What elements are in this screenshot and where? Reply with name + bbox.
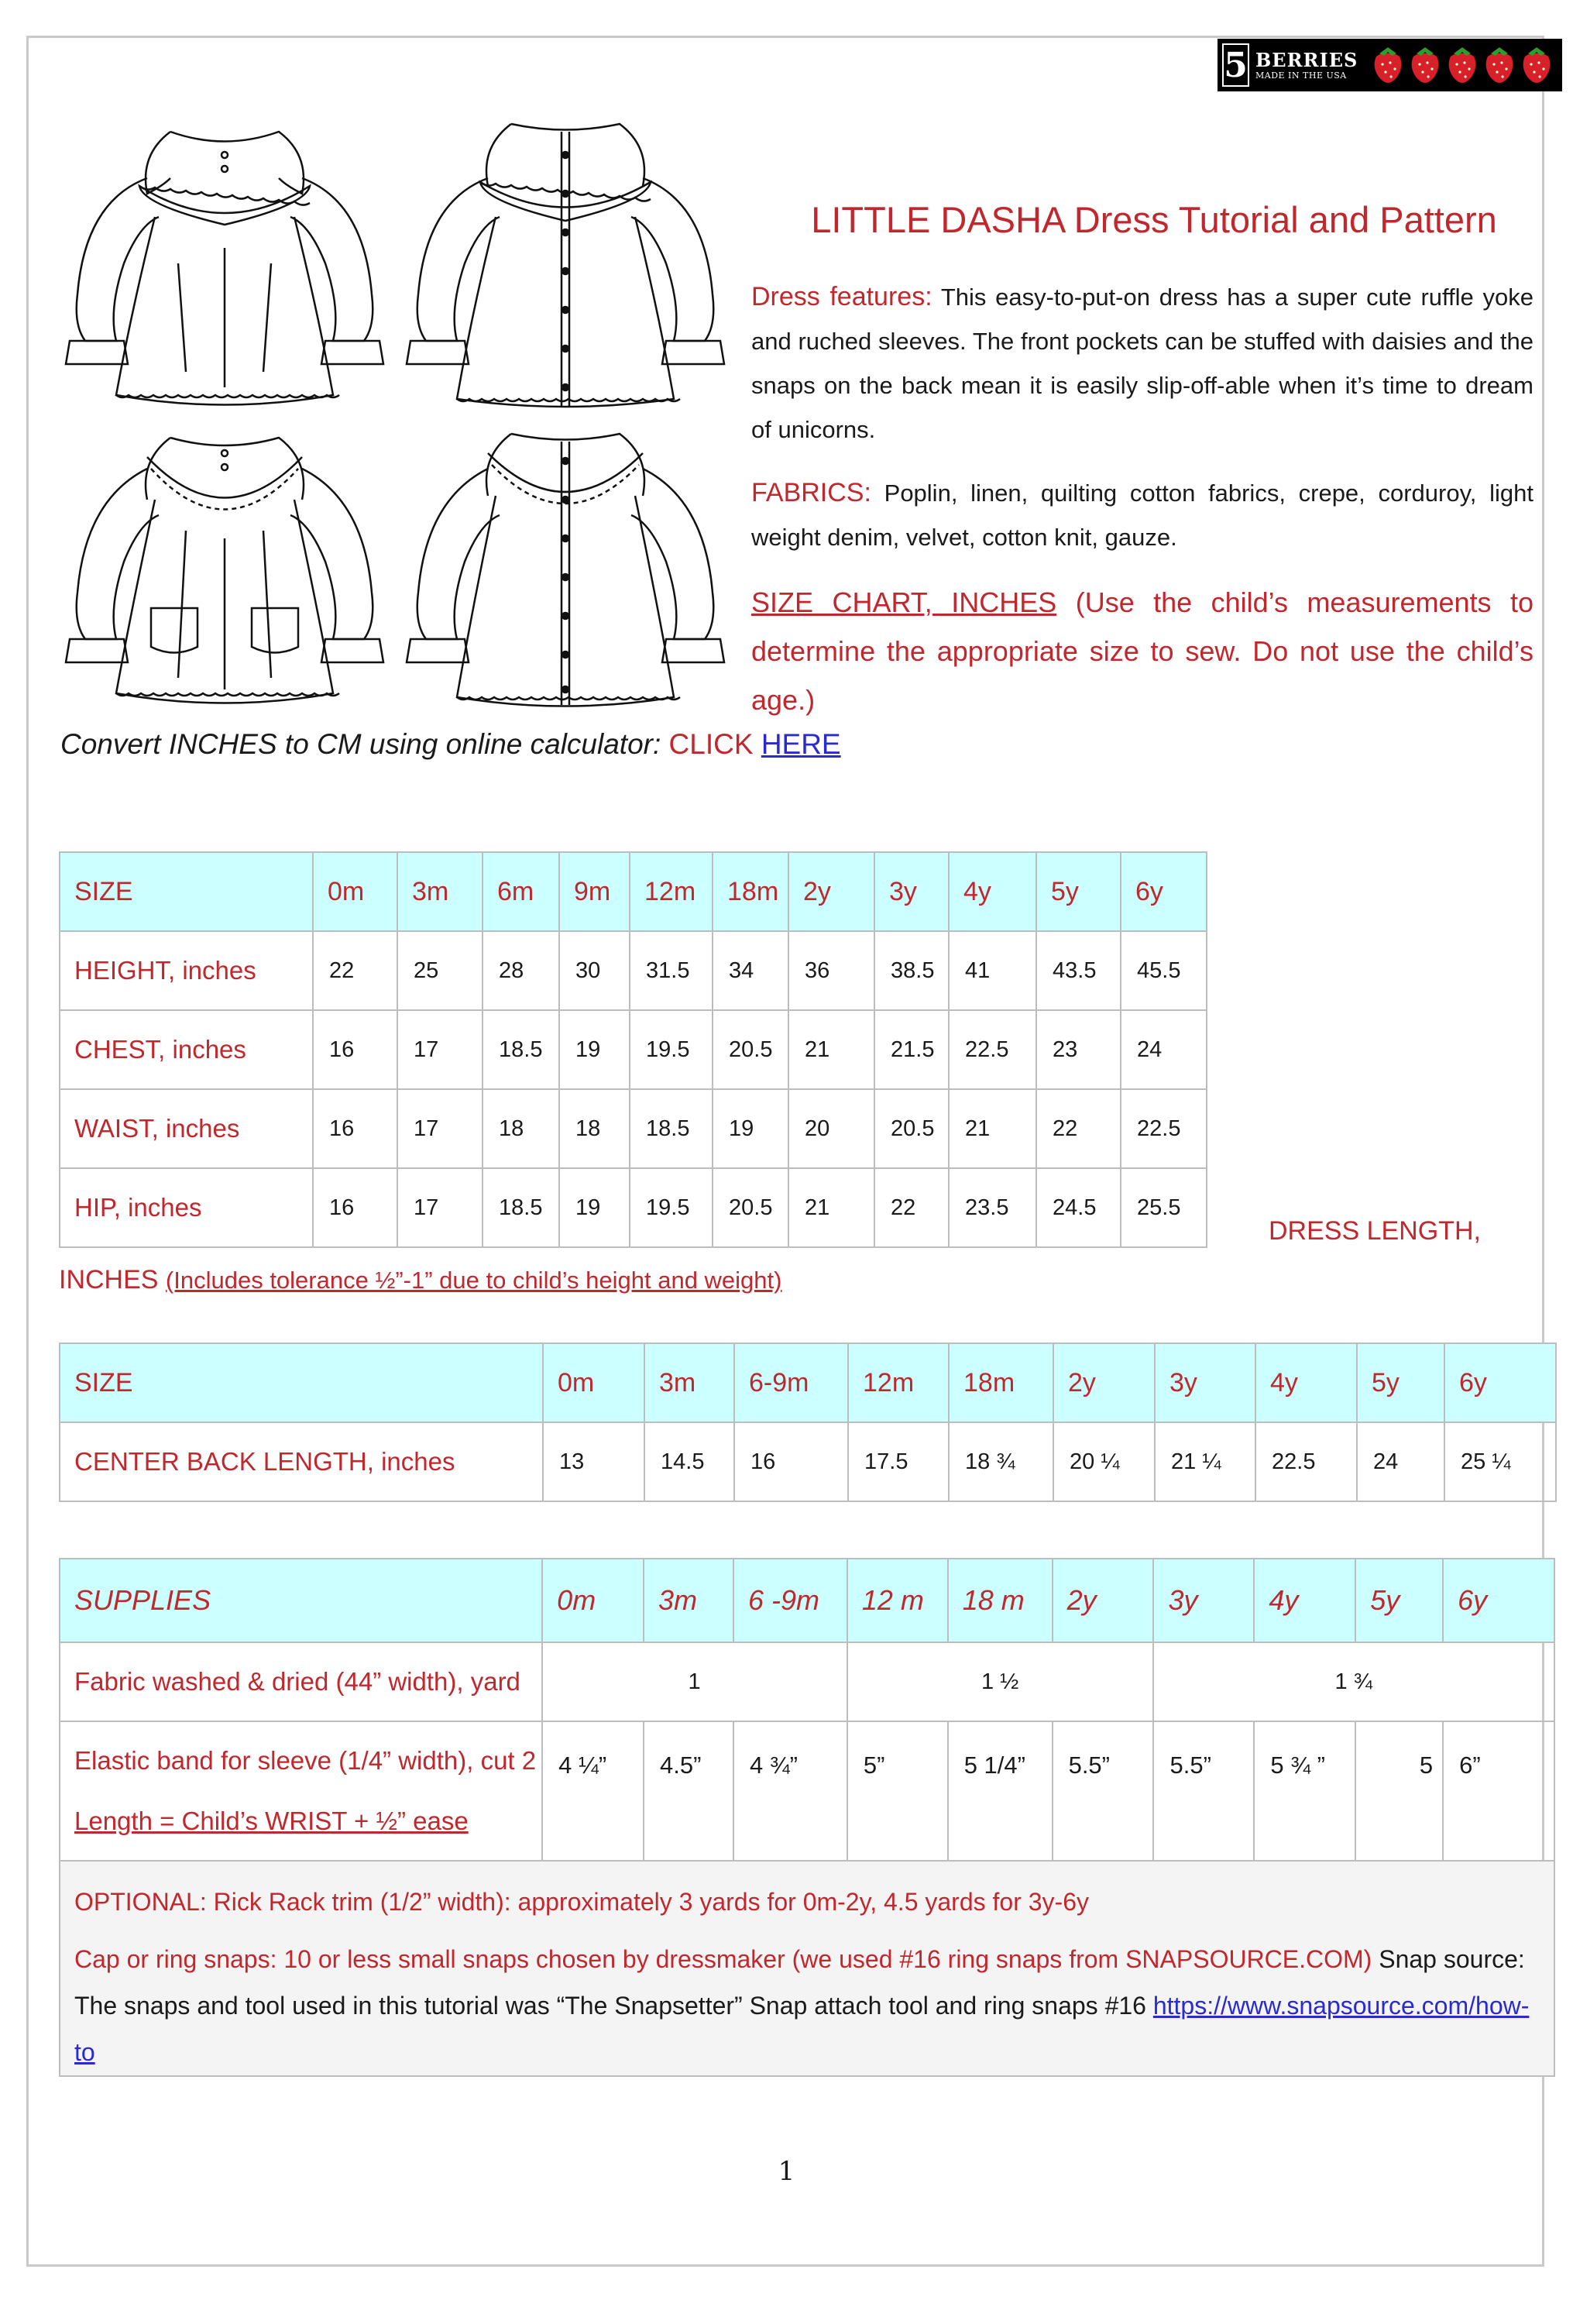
header-cell: 3m — [397, 852, 483, 931]
table-cell: 5.5” — [1153, 1721, 1254, 1861]
dress-length-inches: INCHES — [59, 1265, 166, 1294]
size-chart-table — [59, 851, 1207, 1248]
table-cell: 20 ¼ — [1053, 1422, 1155, 1501]
table-cell: 13 — [543, 1422, 644, 1501]
table-cell: 17 — [397, 1010, 483, 1089]
header-cell: 6 -9m — [733, 1559, 847, 1642]
header-cell: 5y — [1355, 1559, 1443, 1642]
logo-number: 5 — [1222, 43, 1249, 87]
logo-text — [1255, 50, 1358, 81]
optional-note: OPTIONAL: Rick Rack trim (1/2” width): approximately 3 yards for 0m-2y, 4.5 yards for 3y-6y — [74, 1888, 1089, 1916]
table-cell: 1 ½ — [847, 1642, 1154, 1721]
table-cell: 22.5 — [949, 1010, 1036, 1089]
table-cell: 21.5 — [874, 1010, 949, 1089]
dress-features-label: Dress features: — [751, 282, 932, 311]
table-cell: 20.5 — [713, 1010, 788, 1089]
table-cell: 41 — [949, 931, 1036, 1010]
page-title: LITTLE DASHA Dress Tutorial and Pattern — [811, 199, 1497, 240]
strawberry-icon — [1483, 46, 1516, 84]
strawberry-icon — [1446, 46, 1479, 84]
row-label: HEIGHT, inches — [60, 931, 313, 1010]
header-cell: 2y — [1053, 1343, 1155, 1422]
snapsource-link[interactable]: https://www.snapsource.com/how-to — [74, 1992, 1530, 2066]
table-row — [60, 931, 1207, 1010]
table-cell: 24.5 — [1036, 1168, 1121, 1247]
table-cell: 17 — [397, 1089, 483, 1168]
header-cell: 3m — [644, 1559, 733, 1642]
dress-front-ruffle-illustration — [54, 108, 395, 418]
dress-features-paragraph — [751, 275, 1534, 452]
row-label: Fabric washed & dried (44” width), yard — [60, 1642, 542, 1721]
row-label: CENTER BACK LENGTH, inches — [60, 1422, 543, 1501]
table-row — [60, 1861, 1554, 2076]
table-cell: 20 — [788, 1089, 874, 1168]
table-cell: 31.5 — [630, 931, 713, 1010]
dress-length-table — [59, 1342, 1557, 1502]
table-cell: 22 — [874, 1168, 949, 1247]
header-cell: 4y — [1255, 1343, 1357, 1422]
table-cell: 21 — [949, 1089, 1036, 1168]
table-cell: 18 — [483, 1089, 559, 1168]
table-cell: 23 — [1036, 1010, 1121, 1089]
table-cell: 4 ¼” — [542, 1721, 644, 1861]
table-row — [60, 1089, 1207, 1168]
table-cell: 16 — [313, 1089, 397, 1168]
strawberry-icon — [1372, 46, 1404, 84]
table-cell: 16 — [313, 1168, 397, 1247]
table-row — [60, 1422, 1556, 1501]
header-cell: 3y — [874, 852, 949, 931]
table-row — [60, 1010, 1207, 1089]
strawberry-icon — [1409, 46, 1441, 84]
size-chart-note — [751, 578, 1534, 724]
elastic-sublabel: Length = Child’s WRIST + ½” ease — [74, 1807, 469, 1835]
table-cell: 19.5 — [630, 1010, 713, 1089]
table-cell: 18.5 — [630, 1089, 713, 1168]
table-cell: 18.5 — [483, 1010, 559, 1089]
snaps-note — [74, 1936, 1540, 2075]
header-cell: 5y — [1357, 1343, 1444, 1422]
table-cell: 25 — [397, 931, 483, 1010]
header-cell: 6y — [1443, 1559, 1554, 1642]
header-cell: SUPPLIES — [60, 1559, 542, 1642]
header-cell: 6m — [483, 852, 559, 931]
table-cell: 4.5” — [644, 1721, 733, 1861]
table-cell: 43.5 — [1036, 931, 1121, 1010]
dress-back-pockets-illustration — [395, 422, 736, 720]
dress-length-note: (Includes tolerance ½”-1” due to child’s height and weight) — [165, 1267, 782, 1294]
table-cell: 1 — [542, 1642, 847, 1721]
logo-tagline: MADE IN THE USA — [1255, 70, 1347, 81]
table-cell: 20.5 — [713, 1168, 788, 1247]
table-cell: 4 ¾” — [733, 1721, 847, 1861]
table-cell: 5” — [847, 1721, 948, 1861]
row-label: HIP, inches — [60, 1168, 313, 1247]
table-cell: 24 — [1357, 1422, 1444, 1501]
table-cell: 28 — [483, 931, 559, 1010]
supplies-table — [59, 1558, 1555, 2077]
table-cell: 23.5 — [949, 1168, 1036, 1247]
table-cell: 45.5 — [1121, 931, 1207, 1010]
header-cell: 6y — [1444, 1343, 1556, 1422]
table-cell: 21 — [788, 1010, 874, 1089]
fabrics-label: FABRICS: — [751, 478, 871, 507]
table-cell: 25.5 — [1121, 1168, 1207, 1247]
header-cell: 0m — [543, 1343, 644, 1422]
size-chart-label: SIZE CHART, INCHES — [751, 586, 1057, 618]
header-cell: 4y — [949, 852, 1036, 931]
dress-back-ruffle-illustration — [395, 108, 736, 418]
table-cell: 34 — [713, 931, 788, 1010]
table-cell: 21 — [788, 1168, 874, 1247]
table-row — [60, 1168, 1207, 1247]
row-label — [60, 1721, 542, 1861]
header-cell: SIZE — [60, 1343, 543, 1422]
table-cell: 16 — [734, 1422, 848, 1501]
table-cell: 5.5” — [1053, 1721, 1154, 1861]
size-chart-header — [60, 852, 1207, 931]
dress-features-text: This easy-to-put-on dress has a super cute ruffle yoke and ruched sleeves. The front pockets can be stuffed with daisies and the snaps on the back mean it is easily slip-off-able when it’s time to dream of unicorns. — [751, 284, 1534, 443]
table-cell: 5 — [1355, 1721, 1443, 1861]
snaps-note-red: Cap or ring snaps: 10 or less small snaps chosen by dressmaker (we used #16 ring snaps from SNAPSOURCE.COM) — [74, 1945, 1372, 1973]
table-cell: 14.5 — [644, 1422, 734, 1501]
header-cell: 6-9m — [734, 1343, 848, 1422]
dress-length-heading-cont — [59, 1265, 781, 1295]
header-cell: 2y — [1053, 1559, 1154, 1642]
header-cell: 0m — [313, 852, 397, 931]
header-cell: 3m — [644, 1343, 734, 1422]
table-cell: 25 ¼ — [1444, 1422, 1556, 1501]
header-cell: 4y — [1254, 1559, 1355, 1642]
header-cell: 6y — [1121, 852, 1207, 931]
elastic-label: Elastic band for sleeve (1/4” width), cut 2 — [74, 1746, 537, 1775]
strawberry-icon — [1520, 46, 1553, 84]
table-row — [60, 1642, 1554, 1721]
convert-note — [60, 728, 841, 761]
snaps-note-text: Snap source: The snaps and tool used in this tutorial was “The Snapsetter” Snap attach tool and ring snaps #16 — [74, 1945, 1525, 2020]
header-cell: 18m — [713, 852, 788, 931]
header-cell: 9m — [559, 852, 630, 931]
header-cell: SIZE — [60, 852, 313, 931]
table-cell: 5 1/4” — [948, 1721, 1053, 1861]
size-chart-instructions: (Use the child’s measurements to determine the appropriate size to sew. Do not use the child’s age.) — [751, 586, 1534, 716]
brand-logo — [1218, 39, 1562, 91]
table-cell: 24 — [1121, 1010, 1207, 1089]
convert-here-link[interactable]: HERE — [761, 728, 841, 760]
header-cell: 12 m — [847, 1559, 948, 1642]
header-cell: 5y — [1036, 852, 1121, 931]
table-cell: 18 ¾ — [949, 1422, 1053, 1501]
logo-word: BERRIES — [1255, 48, 1358, 71]
header-cell: 18m — [949, 1343, 1053, 1422]
table-cell: 16 — [313, 1010, 397, 1089]
supplies-header — [60, 1559, 1554, 1642]
dress-front-pockets-illustration — [54, 422, 395, 720]
table-cell: 19.5 — [630, 1168, 713, 1247]
table-cell: 21 ¼ — [1155, 1422, 1255, 1501]
fabrics-paragraph — [751, 471, 1534, 559]
table-cell: 6” — [1443, 1721, 1554, 1861]
header-cell: 12m — [848, 1343, 949, 1422]
strawberry-icons — [1372, 46, 1553, 84]
table-cell: 22 — [313, 931, 397, 1010]
header-cell: 18 m — [948, 1559, 1053, 1642]
table-cell: 17 — [397, 1168, 483, 1247]
table-cell: 22.5 — [1121, 1089, 1207, 1168]
dress-length-heading: DRESS LENGTH, — [1269, 1216, 1481, 1246]
table-row — [60, 1721, 1554, 1861]
row-label: CHEST, inches — [60, 1010, 313, 1089]
convert-click: CLICK — [668, 728, 761, 760]
row-label: WAIST, inches — [60, 1089, 313, 1168]
length-header — [60, 1343, 1556, 1422]
table-cell: 5 ¾ ” — [1254, 1721, 1355, 1861]
convert-text: Convert INCHES to CM using online calculator: — [60, 728, 669, 760]
table-cell: 1 ¾ — [1153, 1642, 1554, 1721]
table-cell: 38.5 — [874, 931, 949, 1010]
table-cell: 20.5 — [874, 1089, 949, 1168]
table-cell: 19 — [713, 1089, 788, 1168]
table-cell: 22.5 — [1255, 1422, 1357, 1501]
header-cell: 3y — [1155, 1343, 1255, 1422]
table-cell: 19 — [559, 1168, 630, 1247]
fabrics-text: Poplin, linen, quilting cotton fabrics, crepe, corduroy, light weight denim, velvet, cotton knit, gauze. — [751, 480, 1534, 551]
table-cell: 30 — [559, 931, 630, 1010]
table-cell: 22 — [1036, 1089, 1121, 1168]
table-cell: 19 — [559, 1010, 630, 1089]
table-cell: 18.5 — [483, 1168, 559, 1247]
header-cell: 3y — [1153, 1559, 1254, 1642]
header-cell: 2y — [788, 852, 874, 931]
supplies-notes — [60, 1861, 1554, 2076]
header-cell: 0m — [542, 1559, 644, 1642]
table-cell: 36 — [788, 931, 874, 1010]
table-cell: 18 — [559, 1089, 630, 1168]
page-number: 1 — [778, 2156, 795, 2187]
table-cell: 17.5 — [848, 1422, 949, 1501]
header-cell: 12m — [630, 852, 713, 931]
